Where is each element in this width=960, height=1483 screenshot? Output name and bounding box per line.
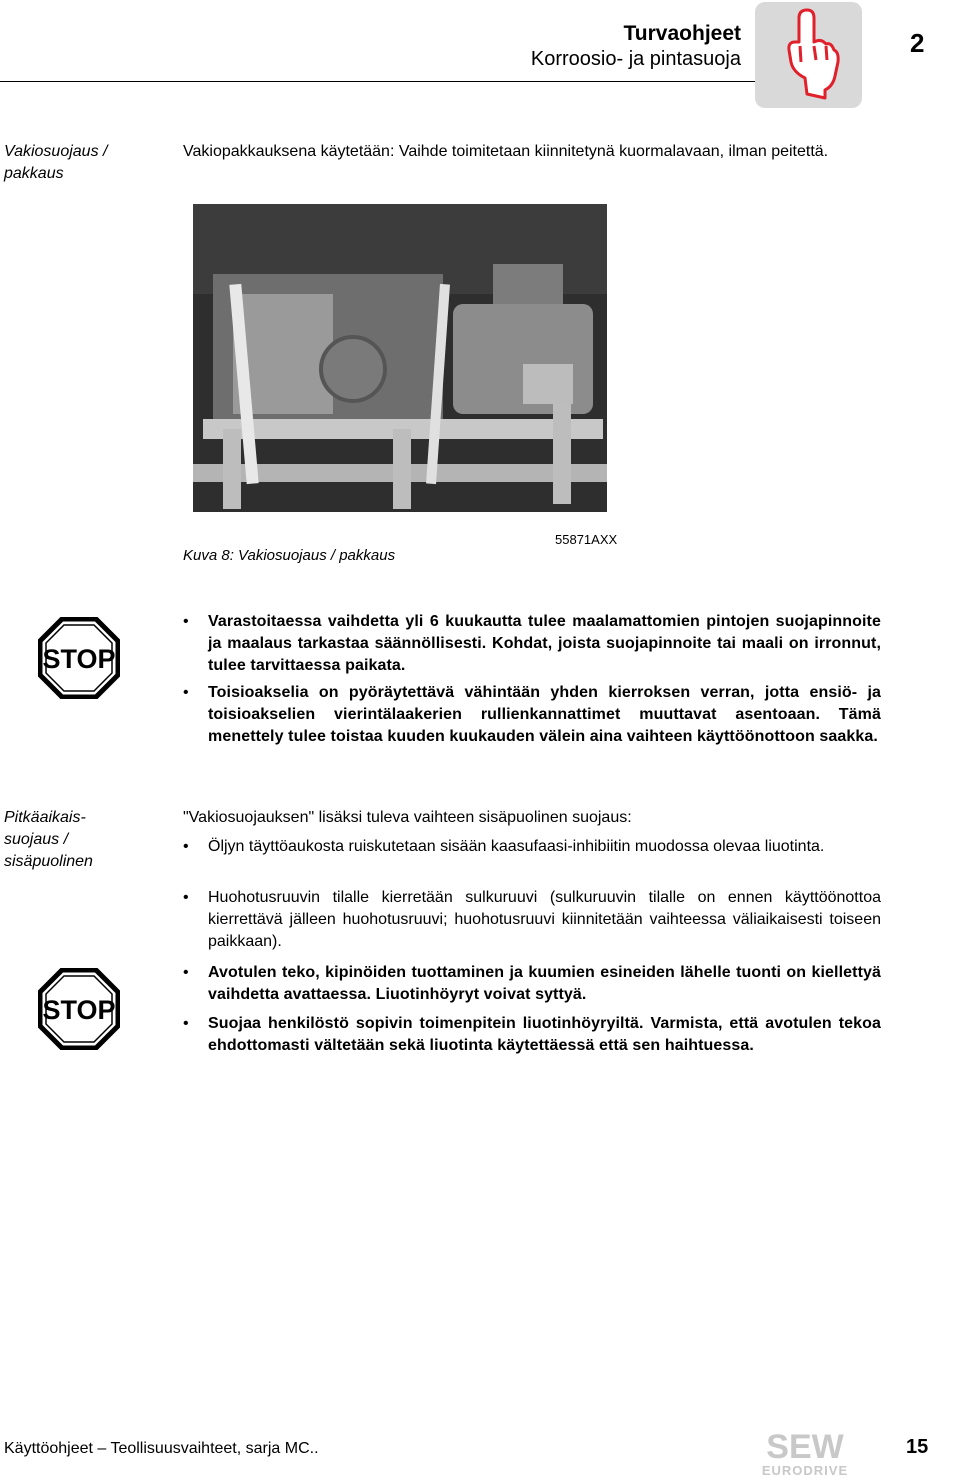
figure-caption: Kuva 8: Vakiosuojaus / pakkaus	[183, 547, 396, 564]
item-oil-fill: Öljyn täyttöaukosta ruiskutetaan sisään kaasufaasi-inhibiitin muodossa olevaa liuotinta.	[208, 838, 825, 855]
warning-protect-personnel: Suojaa henkilöstö sopivin toimenpitein liuotinhöyryiltä. Varmista, että avotulen tekoa ehdottomasti vältetään sekä liuotinta käytettäessä että sen haihtuessa.	[208, 1015, 881, 1054]
side-label-long-term-1: Pitkäaikais-	[4, 809, 86, 826]
warning-open-flame: Avotulen teko, kipinöiden tuottaminen ja kuumien esineiden lähelle tuonti on kiellettyä vaihdetta avattaessa. Liuotinhöyryt voivat syttyä.	[208, 964, 881, 1003]
bullet: •	[183, 964, 189, 981]
page-number: 15	[906, 1436, 929, 1458]
side-label-long-term-3: sisäpuolinen	[4, 853, 93, 870]
bullet: •	[183, 684, 189, 701]
logo-subtext: EURODRIVE	[761, 1463, 849, 1478]
header-rule	[0, 81, 755, 82]
item-breather-screw: Huohotusruuvin tilalle kierretään sulkuruuvi (sulkuruuvin tilalle on ennen käyttöönottoa kierrettävä jälleen huohotusruuvi; huohotusruuvi kiinnitetään vaihteessa väliaikaisesti toiseen paikkaan).	[208, 889, 881, 950]
side-label-long-term-2: suojaus /	[4, 831, 69, 848]
intro-paragraph: Vakiopakkauksena käytetään: Vaihde toimitetaan kiinnitetynä kuormalavaan, ilman peitettä.	[183, 143, 829, 160]
footer-doc-title: Käyttöohjeet – Teollisuusvaihteet, sarja MC..	[4, 1440, 319, 1457]
figure-code: 55871AXX	[555, 532, 618, 547]
chapter-number: 2	[910, 28, 925, 58]
packaging-photo	[193, 204, 607, 512]
side-label-standard-protection: Vakiosuojaus / pakkaus	[4, 143, 108, 182]
bullet: •	[183, 1015, 189, 1032]
stop-label: STOP	[42, 644, 116, 674]
pointing-hand-icon	[755, 2, 862, 108]
logo-text: SEW	[766, 1428, 844, 1466]
stop-sign-icon	[38, 968, 120, 1050]
stop-label: STOP	[42, 995, 116, 1025]
page-subtitle: Korroosio- ja pintasuoja	[530, 48, 741, 70]
bullet: •	[183, 889, 189, 906]
warning-shaft-rotation: Toisioakselia on pyöräytettävä vähintään yhden kierroksen verran, jotta ensiö- ja toisioakselien vierintälaakerien rullienkannattimet muuttavat asentoaan. Tämä menettely tulee toistaa kuuden kuukauden välein aina vaihteen käyttöönottoon saakka.	[208, 684, 881, 745]
page-title: Turvaohjeet	[623, 22, 741, 45]
warning-storage: Varastoitaessa vaihdetta yli 6 kuukautta tulee maalamattomien pintojen suojapinnoite ja maalaus tarkastaa säännöllisesti. Kohdat, joista suojapinnoite tai maali on irronnut, tulee tarvittaessa paikata.	[208, 613, 881, 674]
bullet: •	[183, 613, 189, 630]
sew-eurodrive-logo	[752, 1428, 858, 1478]
internal-protection-intro: "Vakiosuojauksen" lisäksi tuleva vaihteen sisäpuolinen suojaus:	[183, 809, 632, 826]
stop-sign-icon	[38, 617, 120, 699]
bullet: •	[183, 838, 189, 855]
